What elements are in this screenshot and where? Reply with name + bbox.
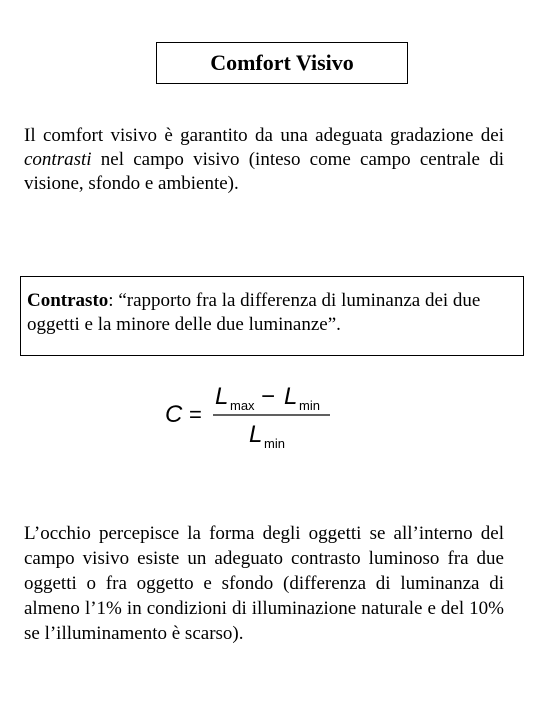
intro-paragraph [24, 124, 504, 196]
formula-num-sub1: max [230, 398, 255, 413]
intro-emphasis: contrasti [24, 149, 92, 170]
conclusion-paragraph: L’occhio percepisce la forma degli oggetti se all’interno del campo visivo esiste un adeguato contrasto luminoso fra due oggetti o fra oggetto e sfondo (differenza di luminanza di almeno l’1% in condizioni di illuminazione naturale e del 10% se l’illuminamento è scarso). [24, 523, 504, 644]
formula-den-var: L [249, 421, 263, 448]
definition-box [20, 276, 524, 356]
formula-lhs: C [165, 401, 183, 428]
page-title: Comfort Visivo [210, 50, 354, 75]
formula-svg [163, 378, 343, 458]
contrast-formula [163, 378, 343, 458]
formula-equals: = [189, 402, 202, 427]
intro-text-after: nel campo visivo (inteso come campo centrale di visione, sfondo e ambiente). [24, 149, 504, 194]
formula-den-sub: min [264, 436, 285, 451]
formula-num-var2: L [284, 383, 298, 410]
formula-num-var1: L [215, 383, 229, 410]
page-title-box [156, 42, 408, 84]
definition-text: “rapporto fra la differenza di luminanza dei due oggetti e la minore delle due luminanze”. [27, 290, 481, 335]
intro-text-before: Il comfort visivo è garantito da una adeguata gradazione dei [24, 125, 504, 146]
formula-num-sub2: min [299, 398, 320, 413]
definition-colon: : [108, 290, 114, 311]
formula-minus: − [261, 383, 276, 410]
definition-term: Contrasto [27, 290, 109, 311]
